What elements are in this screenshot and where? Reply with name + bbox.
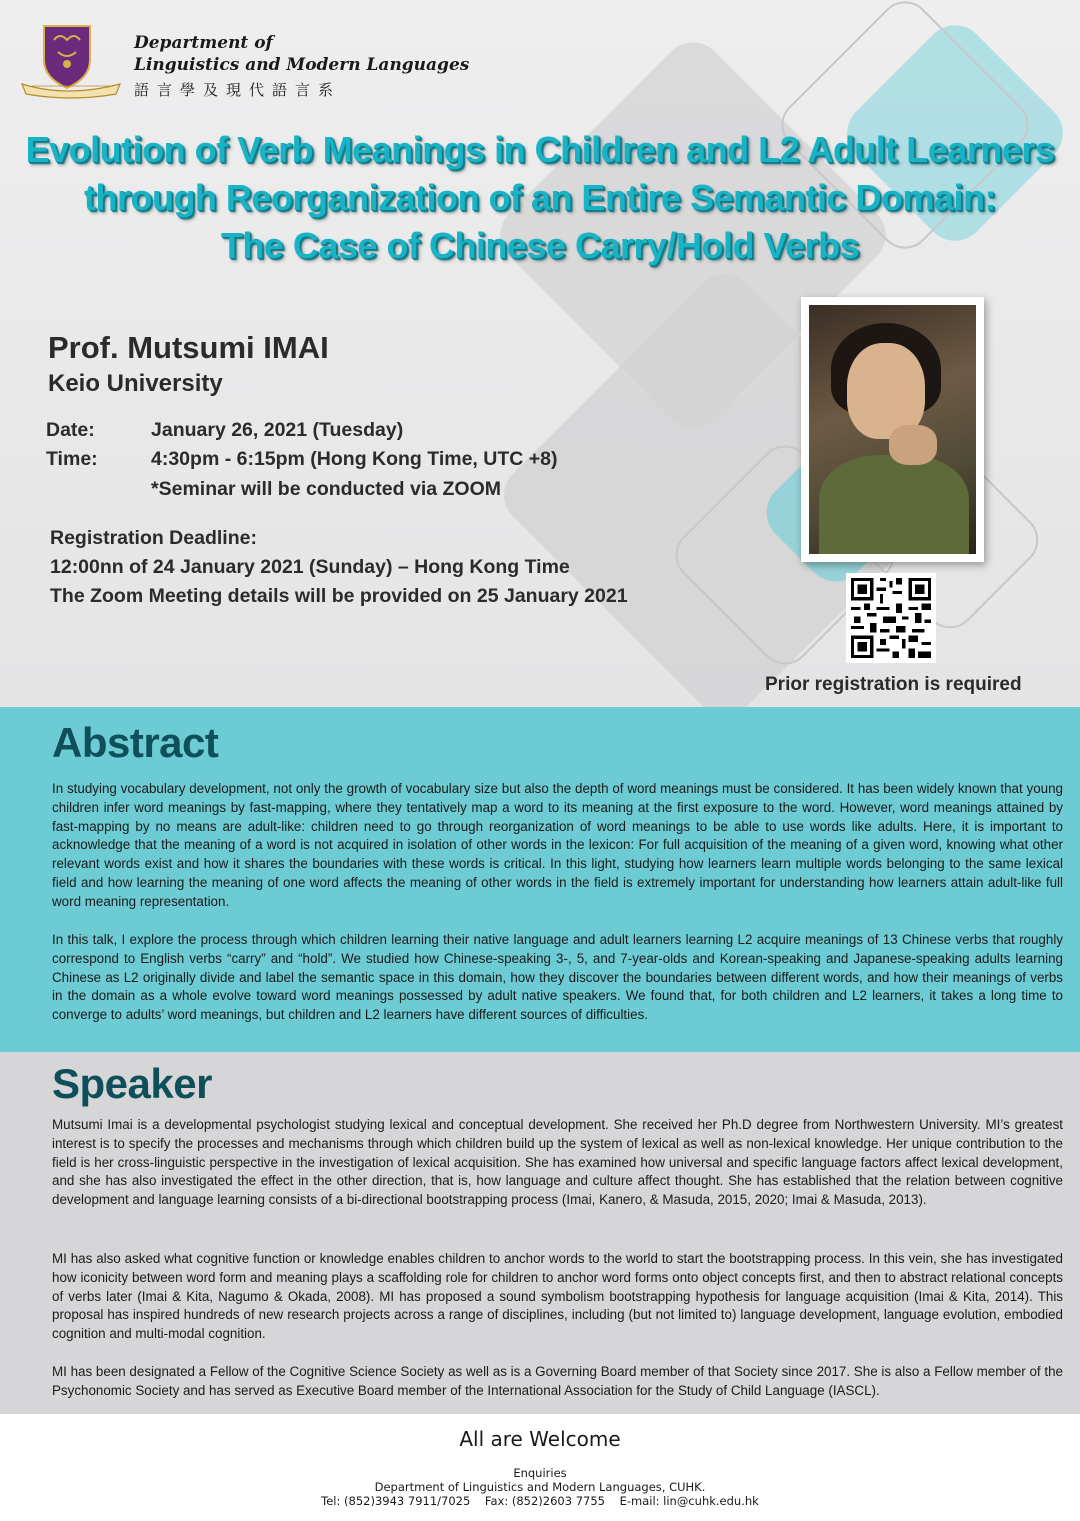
- speaker-bio-paragraph: MI has also asked what cognitive function or knowledge enables children to anchor words to the world to start the bootstrapping process. In this vein, she has investigated how iconicity between word form and meaning plays a scaffolding role for children to anchor word forms onto object concepts first, and then to abstract relational concepts of verbs later (Imai & Kita, Nagumo & Okada, 2008). MI has proposed a sound symbolism bootstrapping hypothesis for language acquisition (Imai & Kita, 2014). This proposal has inspired hundreds of new research projects across a range of disciplines, including (but not limited to) language development, language evolution, embodied cognition and multi-modal cognition.: [52, 1251, 1063, 1342]
- registration-deadline-label: Registration Deadline:: [50, 527, 257, 549]
- date-label: Date:: [46, 419, 95, 441]
- speaker-bio-paragraph: Mutsumi Imai is a developmental psychologist studying lexical and conceptual development. She received her Ph.D degree from Northwestern University. MI’s greatest interest is to specify the processes and mechanisms through which children build up the system of lexical as well as non-lexical knowledge. Her unique contribution to the field is her cross-linguistic perspective in the investigation of lexical acquisition. She has examined how universal and specific language factors affect lexical development, and she has also investigated the effect in the other direction, that is, how language and culture affect thought. She has established that the relation between cognitive development and language learning consists of a bi-directional bootstrapping process (Imai, Kanero, & Masuda, 2015, 2020; Imai & Masuda, 2013).: [52, 1117, 1063, 1208]
- abstract-paragraph: In studying vocabulary development, not only the growth of vocabulary size but also the depth of word meanings must be considered. It has been widely known that young children infer word meanings by fast-mapping, where they tentatively map a word to its meaning at the first exposure to the word. However, word meanings attained by fast-mapping by no means are adult-like: children need to go through reorganization of word meanings to be able to use words like adults. Here, it is important to acknowledge that the meaning of a word is not acquired in isolation of other words in the lexicon: For full acquisition of the meaning of a given word, knowing what other relevant words exist and how it shares the boundaries with these words is critical. In this light, studying how learners learn multiple words belonging to the same lexical field and how learning the meaning of one word affects the meaning of other words in the field is extremely important for understanding how learners attain adult-like full word meaning representation.: [52, 781, 1063, 909]
- seminar-title-line3: The Case of Chinese Carry/Hold Verbs: [220, 225, 860, 266]
- speaker-name: Prof. Mutsumi IMAI: [48, 330, 329, 365]
- seminar-title-line1: Evolution of Verb Meanings in Children and L2 Adult Learners: [25, 129, 1055, 170]
- speaker-heading: Speaker: [52, 1060, 212, 1107]
- prior-registration-note: Prior registration is required: [765, 674, 1022, 695]
- enquiries-department: Department of Linguistics and Modern Languages, CUHK.: [374, 1480, 706, 1494]
- footer: [0, 1414, 1080, 1521]
- seminar-title-line2: through Reorganization of an Entire Semantic Domain:: [83, 177, 997, 218]
- enquiries-label: Enquiries: [513, 1466, 567, 1480]
- speaker-affiliation: Keio University: [48, 370, 223, 397]
- time-label: Time:: [46, 448, 98, 470]
- welcome-text: All are Welcome: [459, 1427, 621, 1451]
- speaker-bio-paragraph: MI has been designated a Fellow of the Cognitive Science Society as well as is a Governing Board member of that Society since 2017. She is also a Fellow member of the Psychonomic Society and has served as Executive Board member of the International Association for the Study of Child Language (IASCL).: [52, 1364, 1063, 1398]
- registration-deadline-value: 12:00nn of 24 January 2021 (Sunday) – Hong Kong Time: [50, 556, 570, 578]
- department-name-zh: 語言學及現代語言系: [134, 81, 342, 99]
- department-name-en-line2: Linguistics and Modern Languages: [134, 55, 470, 75]
- qr-code-icon[interactable]: [846, 573, 936, 663]
- time-row: [46, 448, 557, 471]
- speaker-photo-frame: [801, 297, 984, 562]
- zoom-note: *Seminar will be conducted via ZOOM: [151, 478, 501, 500]
- registration-block: [50, 524, 628, 611]
- seminar-title: [0, 126, 1080, 270]
- date-row: [46, 419, 403, 442]
- department-name-en-line1: Department of: [134, 33, 273, 53]
- abstract-heading: Abstract: [52, 719, 219, 766]
- zoom-details-note: The Zoom Meeting details will be provided on 25 January 2021: [50, 585, 628, 607]
- time-value: 4:30pm - 6:15pm (Hong Kong Time, UTC +8): [151, 448, 558, 470]
- speaker-photo: [809, 305, 976, 554]
- enquiries-contact: Tel: (852)3943 7911/7025 Fax: (852)2603 7755 E-mail: lin@cuhk.edu.hk: [321, 1494, 759, 1508]
- cuhk-crest-icon: [18, 20, 124, 100]
- abstract-paragraph: In this talk, I explore the process through which children learning their native language and adult learners learning L2 acquire meanings of 13 Chinese verbs that roughly correspond to English verbs “carry” and “hold”. We studied how Chinese-speaking 3-, 5, and 7-year-olds and Korean-speaking and Japanese-speaking adults learning Chinese as L2 originally divide and label the semantic space in this domain, how they discover the boundaries between different words, and how their meanings of verbs in the domain as a whole evolve toward word meanings possessed by adult native speakers. We found that, for both children and L2 learners, it takes a long time to converge to adults’ word meanings, but children and L2 learners have different sources of difficulties.: [52, 932, 1063, 1023]
- header-area: [0, 0, 1080, 707]
- date-value: January 26, 2021 (Tuesday): [151, 419, 404, 441]
- abstract-section: [0, 707, 1080, 1052]
- speaker-section: [0, 1052, 1080, 1414]
